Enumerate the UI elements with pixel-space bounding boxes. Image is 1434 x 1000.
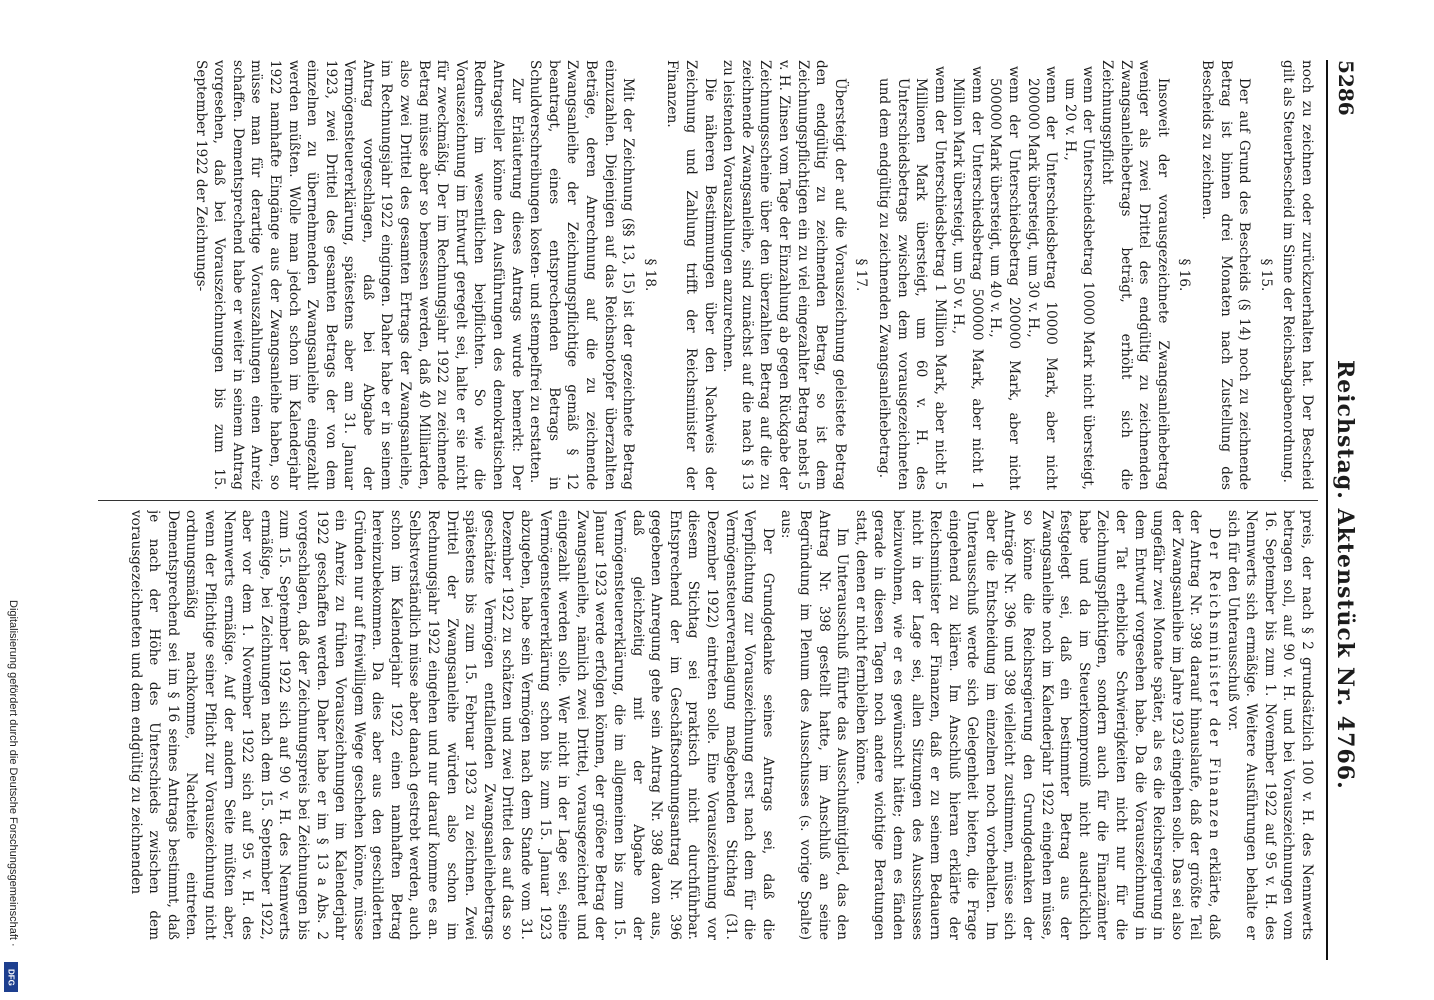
- list-item: wenn der Unterschiedsbetrag 200000 Mark, aber nicht 500000 Mark übersteigt, um 40 v. H.,: [987, 66, 1023, 490]
- list-item: wenn der Unterschiedsbetrag 10000 Mark nicht übersteigt, um 20 v. H.,: [1061, 66, 1097, 490]
- dfg-logo: DFG: [4, 962, 18, 992]
- page-header: [1326, 60, 1358, 960]
- paragraph: preis, der nach § 2 grundsätzlich 100 v. H. des Nennwerts betragen soll, auf 90 v. H. und bei Vorauszeichnungen vom 16. September bis zum 1. November 1922 auf 95 v. H. des Nennwerts sich ermäßige. Weitere Ausführungen behalte er sich für den Unterausschuß vor.: [1224, 510, 1315, 940]
- paragraph: [851, 510, 1223, 940]
- paragraph: Der auf Grund des Bescheids (§ 14) noch zu zeichnende Betrag ist binnen drei Monaten nach Zustellung des Bescheids zu zeichnen.: [1199, 60, 1253, 490]
- paragraph-text: erklärte, daß der Antrag Nr. 398 darauf hinauslaufe, daß der größte Teil der Zwangsanleihe im Jahre 1923 eingehen solle. Das sei also ungefähr zwei Monate später, als es die Reichsregierung in dem Entwurf vorgesehen habe. Da die Vorauszeichnung in der Tat erhebliche Schwierigkeiten nicht nur für die Zeichnungspflichtigen, sondern auch für die Finanzämter habe und da im Steuerkompromiß nicht ausdrücklich festgelegt sei, daß ein bestimmter Betrag aus der Zwangsanleihe noch im Kalenderjahr 1922 eingehen müsse, so könne die Reichsregierung den Grundgedanken der Anträge Nr. 396 und 398 vielleicht zustimmen, müsse sich aber die Entscheidung im einzelnen noch vorbehalten. Im Unterausschuß werde sich Gelegenheit bieten, die Frage eingehend zu klären. Im Anschluß hieran erklärte der Reichsminister der Finanzen, daß er zu seinem Bedauern nicht in der Lage sei, allen Sitzungen des Ausschusses beizuwohnen, wie er es gewünscht hätte; denn es fänden gerade in diesen Tagen noch andere wichtige Beratungen statt, denen er nicht fernbleiben könne.: [852, 510, 1223, 940]
- section-heading-18: § 18.: [641, 258, 658, 292]
- page-number: 5286: [1334, 60, 1358, 116]
- column-divider: [98, 500, 1318, 501]
- paragraph: Übersteigt der auf die Vorauszeichnung geleistete Betrag den endgültig zu zeichnenden Betrag, so ist dem Zeichnungspflichtigen ein zu viel eingezahlter Betrag nebst 5 v. H. Zinsen vom Tage der Einzahlung ab gegen Rückgabe der Zeichnungsscheine über den überzahlten Betrag auf die zu zeichnende Zwangsanleihe, sind zunächst auf die nach § 13 zu leistenden Vorauszahlungen anzurechnen.: [720, 60, 848, 490]
- paragraph: Insoweit der vorausgezeichnete Zwangsanleihebetrag weniger als zwei Drittel des endgültig zu zeichnenden Zwangsanleihebetrags beträgt, erhöht sich die Zeichnungspflicht: [1099, 60, 1171, 490]
- section-heading-16: § 16.: [1176, 258, 1193, 292]
- list-item: wenn der Unterschiedsbetrag 10000 Mark, aber nicht 200000 Mark übersteigt, um 30 v. H.,: [1024, 66, 1060, 490]
- digitization-credit: [3, 600, 19, 1000]
- paragraph: noch zu zeichnen oder zurückzuerhalten hat. Der Bescheid gilt als Steuerbescheid im Sinne der Reichsabgabenordnung.: [1280, 60, 1315, 490]
- right-column: [96, 510, 1316, 940]
- paragraph: Mit der Zeichnung (§§ 13, 15) ist der gezeichnete Betrag einzuzahlen. Diejenigen auf das Reichsnotopfer überzahlten Beträge, deren Anrechnung auf die zu zeichnende Zwangsanleihe der Zeichnungspflichtige gemäß § 12 beantragt, eines entsprechenden Betrags in Schuldverschreibungen kosten- und stempelfrei zu erstatten.: [527, 60, 637, 490]
- speaker-name: Der Reichsminister der Finanzen: [1206, 528, 1223, 842]
- paragraph: Der Grundgedanke seines Antrags sei, daß die Verpflichtung zur Vorauszeichnung erst nach dem für die Vermögensteuerveranlagung maßgebenden Stichtag (31. Dezember 1922) eintreten solle. Eine Vorauszeichnung vor diesem Stichtag sei praktisch nicht durchführbar. Entsprechend der im Geschäftsordnungsantrag Nr. 396 gegebenen Anregung gehe sein Antrag Nr. 398 davon aus, daß gleichzeitig mit der Abgabe der Vermögensteuererklärung, die im allgemeinen bis zum 15. Januar 1923 werde erfolgen können, der größere Betrag der Zwangsanleihe, nämlich zwei Drittel, vorausgezeichnet und eingezahlt werden solle. Wer nicht in der Lage sei, seine Vermögensteuererklärung schon bis zum 15. Januar 1923 abzugeben, habe sein Vermögen nach dem Stande vom 31. Dezember 1922 zu schätzen und zwei Drittel des auf das so geschätzte Vermögen entfallenden Zwangsanleihebetrags spätestens bis zum 15. Februar 1923 zu zeichnen. Zwei Drittel der Zwangsanleihe würden also schon im Rechnungsjahr 1922 eingehen und nur darauf komme es an. Selbstverständlich müsse aber danach gestrebt werden, auch schon im Kalenderjahr 1922 einen namhaften Betrag hereinzubekommen. Da dies aber aus den geschilderten Gründen nur auf freiwilligem Wege geschehen könne, müsse ein Anreiz zu frühen Vorauszeichnungen im Kalenderjahr 1922 geschaffen werden. Daher habe er im § 13 a Abs. 2 vorgeschlagen, daß der Zeichnungspreis bei Zeichnungen bis zum 15. September 1922 sich auf 90 v. H. des Nennwerts ermäßige, bei Zeichnungen nach dem 15. September 1922, aber vor dem 1. November 1922 sich auf 95 v. H. des Nennwerts ermäßige. Auf der andern Seite müßten aber, wenn der Pflichtige seiner Pflicht zur Vorauszeichnung nicht ordnungsmäßig nachkomme, Nachteile eintreten. Dementsprechend sei im § 16 seines Antrags bestimmt, daß je nach der Höhe des Unterschieds zwischen dem vorausgezeichneten und dem endgültig zu zeichnenden: [127, 510, 776, 940]
- paragraph: Die näheren Bestimmungen über den Nachweis der Zeichnung und Zahlung trifft der Reichsminister der Finanzen.: [664, 60, 718, 490]
- credit-text: Digitalisierung gefördert durch die Deutsche Forschungsgemeinschaft ·: [7, 600, 19, 947]
- list-item: wenn der Unterschiedsbetrag 1 Million Mark, aber nicht 5 Millionen Mark übersteigt, um 60 v. H. des Unterschiedsbetrags zwischen dem vorausgezeichneten und dem endgültig zu zeichnenden Zwangsanleihebetrag.: [875, 66, 948, 490]
- left-column: [96, 60, 1316, 490]
- section-heading-15: § 15.: [1257, 258, 1274, 292]
- page-title: Reichstag. Aktenstück Nr. 4766.: [1332, 360, 1358, 790]
- paragraph: Zur Erläuterung dieses Antrags wurde bemerkt: Der Antragsteller könne den Ausführungen des demokratischen Redners im wesentlichen beipflichten. So wie die Vorauszeichnung im Entwurf geregelt sei, halte er sie nicht für zweckmäßig. Der im Rechnungsjahr 1922 zu zeichnende Betrag müsse aber so bemessen werden, daß 40 Milliarden, also zwei Drittel des gesamten Ertrags der Zwangsanleihe, im Rechnungsjahr 1922 eingingen. Daher habe er in seinem Antrag vorgeschlagen, daß bei Abgabe der Vermögensteuererklärung, spätestens aber am 31. Januar 1923, zwei Drittel des gesamten Betrags der von dem einzelnen zu übernehmenden Zwangsanleihe eingezahlt werden müßten. Wolle man jedoch schon im Kalenderjahr 1922 namhafte Eingänge aus der Zwangsanleihe haben, so müsse man für derartige Vorauszahlungen einen Anreiz schaffen. Dementsprechend habe er weiter in seinem Antrag vorgesehen, daß bei Vorauszeichnungen bis zum 15. September 1922 der Zeichnungs-: [192, 60, 525, 490]
- list-item: wenn der Unterschiedsbetrag 500000 Mark, aber nicht 1 Million Mark übersteigt, um 50 v. H.,: [950, 66, 985, 490]
- section-heading-17: § 17.: [853, 258, 870, 292]
- rotated-page: [88, 60, 1358, 960]
- paragraph: Im Unterausschuß führte das Ausschußmitglied, das den Antrag Nr. 398 gestellt hatte, im Anschluß an seine Begründung im Plenum des Ausschusses (s. vorige Spalte) aus:: [778, 510, 851, 940]
